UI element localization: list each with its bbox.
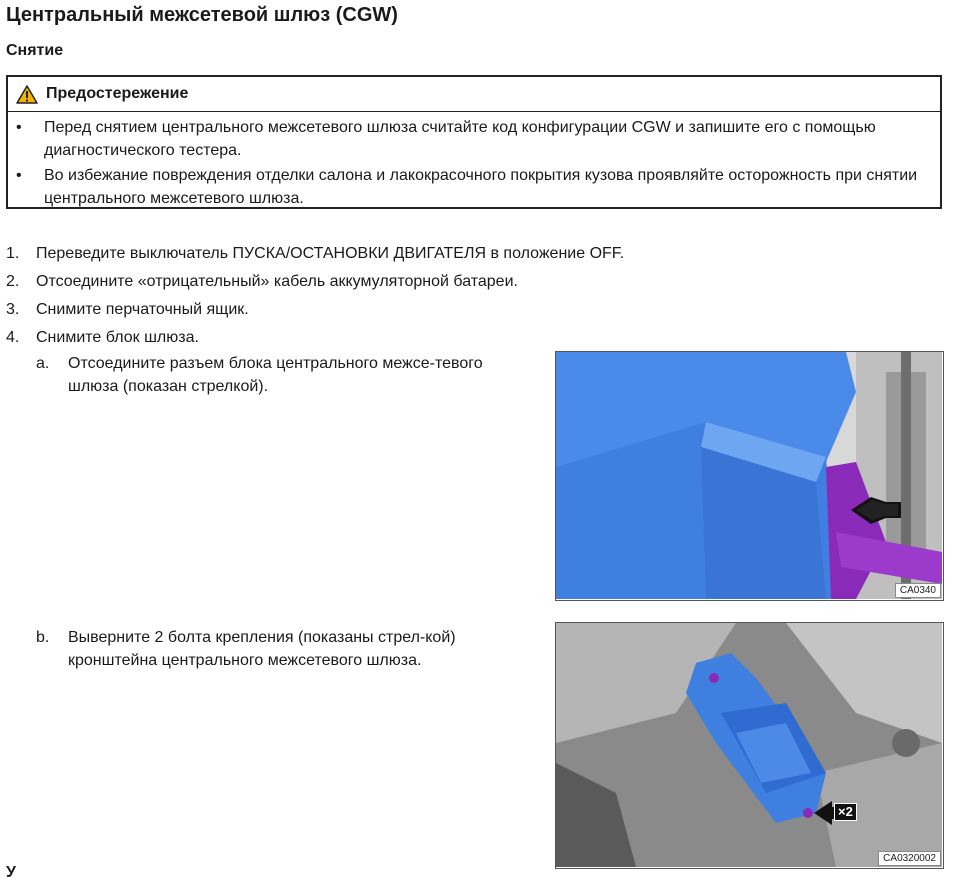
substep-label: b.	[36, 629, 50, 646]
step-1	[6, 240, 726, 268]
step-4	[6, 324, 726, 352]
figure-caption: CA0320002	[878, 851, 941, 866]
bullet: •	[16, 119, 22, 136]
step-number: 1.	[6, 245, 20, 262]
step-text: Отсоедините «отрицательный» кабель аккумуляторной батареи.	[36, 273, 518, 290]
procedure-steps	[6, 240, 726, 352]
step-3	[6, 296, 726, 324]
bullet: •	[16, 167, 22, 184]
bracket-illustration	[556, 623, 942, 867]
connector-illustration	[556, 352, 942, 599]
warning-icon	[16, 85, 38, 104]
section-heading: Снятие	[6, 42, 64, 59]
caution-item-text: Во избежание повреждения отделки салона и лакокрасочного покрытия кузова проявляйте осторожность при снятии центрального межсетевого шлюза.	[44, 167, 918, 207]
caution-item-text: Перед снятием центрального межсетевого шлюза считайте код конфигурации CGW и запишите его с помощью диагностического тестера.	[44, 119, 876, 159]
step-number: 2.	[6, 273, 20, 290]
caution-box	[6, 75, 942, 209]
step-number: 4.	[6, 329, 20, 346]
page-title: Центральный межсетевой шлюз (CGW)	[6, 4, 398, 26]
caution-item	[8, 164, 940, 210]
step-text: Переведите выключатель ПУСКА/ОСТАНОВКИ ДВИГАТЕЛЯ в положение OFF.	[36, 245, 625, 262]
substep-a	[36, 352, 506, 398]
substep-label: a.	[36, 355, 50, 372]
substep-text: Отсоедините разъем блока центрального межсе-тевого шлюза (показан стрелкой).	[68, 355, 483, 395]
step-number: 3.	[6, 301, 20, 318]
caution-list	[8, 112, 940, 210]
step-2	[6, 268, 726, 296]
figure-bracket-bolts	[555, 622, 944, 869]
cut-off-line: У	[6, 864, 16, 881]
caution-title: Предостережение	[46, 85, 189, 102]
quantity-callout: ×2	[834, 803, 857, 821]
step-text: Снимите перчаточный ящик.	[36, 301, 249, 318]
substep-text: Выверните 2 болта крепления (показаны стрел-кой) кронштейна центрального межсетевого шлюза.	[68, 629, 456, 669]
figure-connector	[555, 351, 944, 601]
caution-item	[8, 116, 940, 162]
step-text: Снимите блок шлюза.	[36, 329, 199, 346]
substep-b	[36, 626, 506, 672]
figure-caption: CA0340	[895, 583, 941, 598]
caution-header	[8, 77, 940, 112]
